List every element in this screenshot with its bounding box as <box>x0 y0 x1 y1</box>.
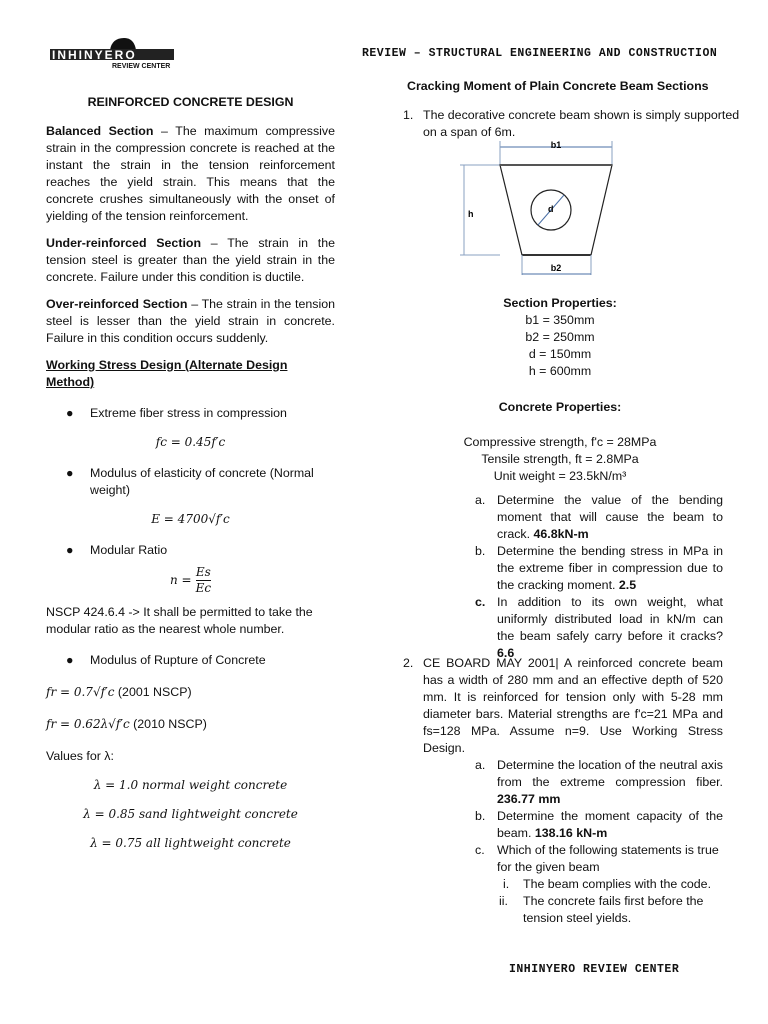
note: (2001 NSCP) <box>114 685 192 699</box>
equation: fr = 0.62λ√f′c <box>46 717 130 731</box>
text: In addition to its own weight, what uniformly distributed load in kN/m can the beam safely carry before it cracks? <box>497 595 723 643</box>
footer-text: INHINYERO REVIEW CENTER <box>509 963 680 976</box>
lambda-value: λ = 1.0 normal weight concrete <box>93 778 288 792</box>
bullet-item: ● Modulus of Rupture of Concrete <box>66 653 266 667</box>
text: c. <box>475 595 486 609</box>
problem-2-questions <box>475 757 723 927</box>
note: (2010 NSCP) <box>129 717 207 731</box>
text: Determine the bending stress in MPa in the extreme fiber in compression due to the cracking moment. <box>497 544 723 592</box>
section-title: REINFORCED CONCRETE DESIGN <box>87 95 294 109</box>
bullet-text: Extreme fiber stress in compression <box>90 406 287 420</box>
bullet-item: ● Modular Ratio <box>66 543 168 557</box>
term: Balanced Section <box>46 124 154 138</box>
eq-num: Es <box>195 565 211 579</box>
text: a. <box>475 758 486 772</box>
item-number: 1. <box>403 108 414 122</box>
text: Which of the following statements is true for the given beam <box>497 843 719 874</box>
label-b1: b1 <box>550 140 562 150</box>
property: Unit weight = 23.5kN/m³ <box>493 469 627 483</box>
text: i. <box>503 877 510 891</box>
logo <box>48 36 178 70</box>
question <box>475 543 723 594</box>
subheading: Section Properties: <box>503 296 617 310</box>
bullet-text: Modulus of elasticity of concrete (Normal weight) <box>90 466 314 497</box>
over-reinforced-definition <box>46 296 335 347</box>
definition: – The strain in the tension steel is lesser than the yield strain in concrete. Failure in this condition occurs suddenly. <box>46 297 336 345</box>
equation-fc: fc = 0.45f′c <box>155 435 226 449</box>
text: Determine the value of the bending moment that will cause the beam to crack. <box>497 493 723 541</box>
question <box>475 492 723 543</box>
section-properties <box>400 295 720 485</box>
option <box>475 893 723 927</box>
text: Determine the moment capacity of the beam. <box>497 809 723 840</box>
question <box>475 842 723 876</box>
problem-heading: Cracking Moment of Plain Concrete Beam Sections <box>407 79 709 93</box>
property: b2 = 250mm <box>525 330 595 344</box>
label-b2: b2 <box>550 263 562 273</box>
question <box>475 594 723 662</box>
equation-n <box>46 565 335 596</box>
text: 46.8kN-m <box>533 527 589 541</box>
eq-den: Ec <box>195 581 212 595</box>
label-h: h <box>468 209 474 219</box>
property: d = 150mm <box>528 347 592 361</box>
text: Determine the location of the neutral axis from the extreme compression fiber. <box>497 758 723 789</box>
wsd-heading: Working Stress Design (Alternate Design Method) <box>46 358 288 389</box>
nscp-note: NSCP 424.6.4 -> It shall be permitted to take the modular ratio as the nearest whole number. <box>46 605 313 636</box>
lambda-heading: Values for λ: <box>46 749 114 763</box>
property: b1 = 350mm <box>525 313 595 327</box>
term: Over-reinforced Section <box>46 297 188 311</box>
logo-subtext: REVIEW CENTER <box>112 63 171 70</box>
property: h = 600mm <box>528 364 592 378</box>
eq-lhs: n = <box>169 573 192 587</box>
definition: – The strain in the tension steel is greater than the yield strain in the concrete. Failure under this condition is ductile. <box>46 236 335 284</box>
text: 138.16 kN-m <box>534 826 608 840</box>
equation-e: E = 4700√f′c <box>151 512 230 526</box>
text: 2.5 <box>618 578 637 592</box>
equation: fr = 0.7√f′c <box>46 685 115 699</box>
fr-2010 <box>46 716 335 733</box>
label-d: d <box>548 204 554 214</box>
text: b. <box>475 544 486 558</box>
bullet-item: ● Extreme fiber stress in compression <box>66 406 287 420</box>
definition: – The maximum compressive strain in the compression concrete is reached at the instant the strain in the tension reinforcement reaches the yield strain. This means that the concrete crushes simultaneously with the onset of yielding of the tension reinforcement. <box>46 124 336 223</box>
lambda-value: λ = 0.75 all lightweight concrete <box>90 836 291 850</box>
lambda-value: λ = 0.85 sand lightweight concrete <box>83 807 298 821</box>
problem-text: The decorative concrete beam shown is simply supported on a span of 6m. <box>423 108 740 139</box>
property: Compressive strength, f'c = 28MPa <box>463 435 657 449</box>
text: c. <box>475 843 485 857</box>
problem-1 <box>403 107 743 141</box>
text: b. <box>475 809 486 823</box>
text: a. <box>475 493 486 507</box>
balanced-definition <box>46 123 335 225</box>
fr-2001 <box>46 684 335 701</box>
text: 236.77 mm <box>497 792 561 806</box>
beam-section-diagram <box>460 137 620 277</box>
option <box>475 876 723 893</box>
problem-text: CE BOARD MAY 2001| A reinforced concrete beam has a width of 280 mm and an effective depth of 520 mm. It is reinforced for tension only with 5-28 mm diameter bars. Material strengths are f'c=21 MPa and fs=128 MPa. Assume n=9. Use Working Stress Design. <box>423 656 723 755</box>
subheading: Concrete Properties: <box>498 400 622 414</box>
question <box>475 757 723 808</box>
term: Under-reinforced Section <box>46 236 202 250</box>
text: ii. <box>499 894 508 908</box>
item-number: 2. <box>403 656 414 670</box>
header-title: REVIEW – STRUCTURAL ENGINEERING AND CONSTRUCTION <box>362 47 718 60</box>
property: Tensile strength, ft = 2.8MPa <box>481 452 639 466</box>
problem-1-questions <box>475 492 723 662</box>
bullet-item: ● Modulus of elasticity of concrete (Normal weight) <box>66 466 314 497</box>
bullet-text: Modulus of Rupture of Concrete <box>90 653 266 667</box>
text: The concrete fails first before the tension steel yields. <box>523 894 704 925</box>
under-reinforced-definition <box>46 235 335 286</box>
question <box>475 808 723 842</box>
bullet-text: Modular Ratio <box>90 543 168 557</box>
logo-text: INHINYERO <box>52 48 137 62</box>
problem-2 <box>403 655 723 757</box>
text: The beam complies with the code. <box>523 877 712 891</box>
text: 6.6 <box>497 646 515 660</box>
left-column <box>46 94 335 852</box>
